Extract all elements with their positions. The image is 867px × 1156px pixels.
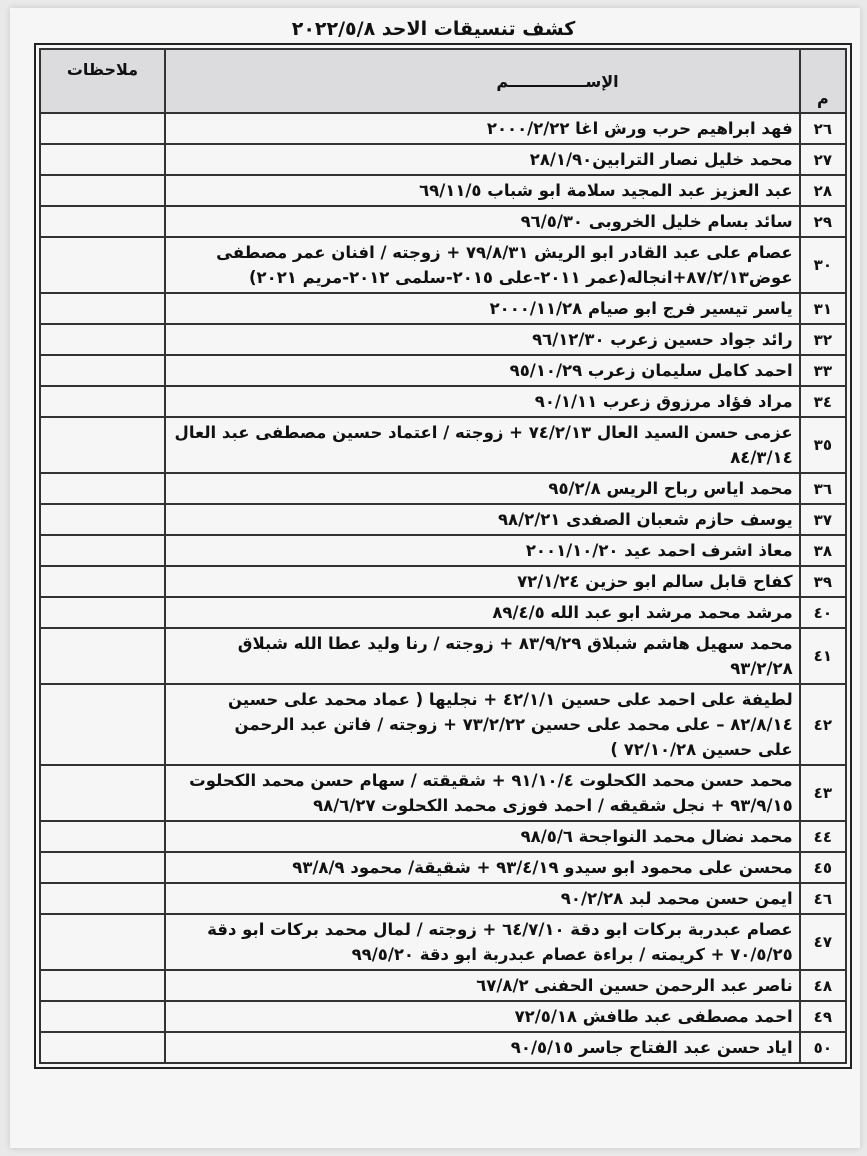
row-notes-cell [40, 914, 165, 970]
row-name-cell [165, 914, 800, 970]
row-notes-cell [40, 206, 165, 237]
table-row [40, 535, 846, 566]
row-number: ٣٤ [800, 386, 846, 417]
row-number: ٣٦ [800, 473, 846, 504]
row-notes-cell [40, 970, 165, 1001]
name-line: ٨٤/٣/١٤ [730, 448, 793, 467]
name-line: محمد حسن محمد الكحلوت ٩١/١٠/٤ + شقيقته / سهام حسن محمد الكحلوت [189, 771, 793, 790]
table-row [40, 1001, 846, 1032]
name-line: يوسف حازم شعبان الصفدى ٩٨/٢/٢١ [497, 510, 793, 529]
name-line: محسن على محمود ابو سيدو ٩٣/٤/١٩ + شقيقة/ محمود ٩٣/٨/٩ [292, 858, 793, 877]
name-line: عبد العزيز عبد المجيد سلامة ابو شباب ٦٩/١١/٥ [419, 181, 793, 200]
row-number: ٤٧ [800, 914, 846, 970]
row-notes-cell [40, 293, 165, 324]
table-row [40, 765, 846, 821]
table-row [40, 597, 846, 628]
table-row [40, 324, 846, 355]
row-name-cell [165, 970, 800, 1001]
row-name-cell [165, 206, 800, 237]
row-name-cell [165, 237, 800, 293]
header-notes: ملاحظات [40, 49, 165, 113]
row-notes-cell [40, 1001, 165, 1032]
name-line: ٧٠/٥/٢٥ + كريمته / براءة عصام عبدربة ابو دقة ٩٩/٥/٢٠ [351, 945, 793, 964]
row-name-cell [165, 113, 800, 144]
row-name-cell [165, 417, 800, 473]
row-number: ٣١ [800, 293, 846, 324]
table-row [40, 566, 846, 597]
row-notes-cell [40, 535, 165, 566]
row-name-cell [165, 144, 800, 175]
name-line: مرشد محمد مرشد ابو عبد الله ٨٩/٤/٥ [492, 603, 793, 622]
row-number: ٤٤ [800, 821, 846, 852]
table-row [40, 417, 846, 473]
row-notes-cell [40, 237, 165, 293]
row-notes-cell [40, 1032, 165, 1063]
table-row [40, 113, 846, 144]
row-name-cell [165, 1032, 800, 1063]
row-number: ٣٨ [800, 535, 846, 566]
row-name-cell [165, 821, 800, 852]
table-header-row [40, 49, 846, 113]
row-name-cell [165, 473, 800, 504]
row-notes-cell [40, 684, 165, 765]
table-body [40, 113, 846, 1063]
table-row [40, 852, 846, 883]
row-name-cell [165, 765, 800, 821]
row-name-cell [165, 386, 800, 417]
row-notes-cell [40, 417, 165, 473]
name-line: معاذ اشرف احمد عيد ٢٠٠١/١٠/٢٠ [525, 541, 793, 560]
row-number: ٢٩ [800, 206, 846, 237]
row-name-cell [165, 684, 800, 765]
name-line: ٩٣/٩/١٥ + نجل شقيقه / احمد فوزى محمد الكحلوت ٩٨/٦/٢٧ [313, 796, 793, 815]
table-row [40, 355, 846, 386]
table-row [40, 821, 846, 852]
name-line: لطيفة على احمد على حسين ٤٢/١/١ + نجليها ( عماد محمد على حسين [228, 690, 793, 709]
row-number: ٤٦ [800, 883, 846, 914]
table-row [40, 175, 846, 206]
table-row [40, 504, 846, 535]
row-name-cell [165, 293, 800, 324]
name-line: ياسر تيسير فرج ابو صيام ٢٠٠٠/١١/٢٨ [489, 299, 793, 318]
row-number: ٣٥ [800, 417, 846, 473]
row-number: ٤٩ [800, 1001, 846, 1032]
row-number: ٤٢ [800, 684, 846, 765]
table-row [40, 473, 846, 504]
row-notes-cell [40, 883, 165, 914]
row-number: ٣٢ [800, 324, 846, 355]
table-row [40, 237, 846, 293]
table-row [40, 883, 846, 914]
name-line: عصام على عبد القادر ابو الريش ٧٩/٨/٣١ + زوجته / افنان عمر مصطفى [216, 243, 793, 262]
row-number: ٤٠ [800, 597, 846, 628]
table-row [40, 293, 846, 324]
name-line: عوض٨٧/٢/١٣+انجاله(عمر ٢٠١١-على ٢٠١٥-سلمى ٢٠١٢-مريم ٢٠٢١) [249, 268, 793, 287]
name-line: فهد ابراهيم حرب ورش اغا ٢٠٠٠/٢/٢٢ [486, 119, 793, 138]
row-number: ٥٠ [800, 1032, 846, 1063]
row-notes-cell [40, 144, 165, 175]
name-line: على حسين ٧٢/١٠/٢٨ ) [610, 740, 793, 759]
row-number: ٣٧ [800, 504, 846, 535]
header-number: م [800, 49, 846, 113]
row-name-cell [165, 355, 800, 386]
name-line: مراد فؤاد مرزوق زعرب ٩٠/١/١١ [534, 392, 793, 411]
row-name-cell [165, 597, 800, 628]
row-name-cell [165, 883, 800, 914]
row-name-cell [165, 852, 800, 883]
row-name-cell [165, 175, 800, 206]
row-number: ٤١ [800, 628, 846, 684]
row-notes-cell [40, 852, 165, 883]
row-number: ٤٨ [800, 970, 846, 1001]
row-number: ٤٣ [800, 765, 846, 821]
row-notes-cell [40, 821, 165, 852]
table-row [40, 206, 846, 237]
names-table [39, 48, 847, 1064]
row-notes-cell [40, 473, 165, 504]
table-row [40, 144, 846, 175]
row-notes-cell [40, 597, 165, 628]
row-number: ٣٩ [800, 566, 846, 597]
row-notes-cell [40, 504, 165, 535]
row-number: ٢٧ [800, 144, 846, 175]
row-name-cell [165, 504, 800, 535]
name-line: احمد كامل سليمان زعرب ٩٥/١٠/٢٩ [509, 361, 793, 380]
row-notes-cell [40, 566, 165, 597]
row-number: ٣٣ [800, 355, 846, 386]
row-name-cell [165, 535, 800, 566]
table-row [40, 914, 846, 970]
row-name-cell [165, 628, 800, 684]
row-number: ٤٥ [800, 852, 846, 883]
name-line: محمد نضال محمد النواجحة ٩٨/٥/٦ [520, 827, 793, 846]
table-row [40, 684, 846, 765]
row-name-cell [165, 324, 800, 355]
row-name-cell [165, 1001, 800, 1032]
name-line: ٩٣/٢/٢٨ [730, 659, 793, 678]
name-line: ٨٢/٨/١٤ – على محمد على حسين ٧٣/٢/٢٢ + زوجته / فاتن عبد الرحمن [234, 715, 793, 734]
row-notes-cell [40, 628, 165, 684]
row-number: ٢٦ [800, 113, 846, 144]
row-notes-cell [40, 355, 165, 386]
row-number: ٢٨ [800, 175, 846, 206]
name-line: ايمن حسن محمد لبد ٩٠/٢/٢٨ [560, 889, 793, 908]
name-line: ناصر عبد الرحمن حسين الحفنى ٦٧/٨/٢ [476, 976, 793, 995]
name-line: كفاح قابل سالم ابو حزين ٧٢/١/٢٤ [517, 572, 793, 591]
document-title: كشف تنسيقات الاحد ٢٠٢٢/٥/٨ [291, 18, 576, 40]
row-notes-cell [40, 386, 165, 417]
name-line: اياد حسن عبد الفتاح جاسر ٩٠/٥/١٥ [510, 1038, 793, 1057]
name-line: محمد اياس رباح الريس ٩٥/٢/٨ [548, 479, 793, 498]
row-notes-cell [40, 324, 165, 355]
row-notes-cell [40, 113, 165, 144]
row-notes-cell [40, 765, 165, 821]
name-line: احمد مصطفى عبد طافش ٧٢/٥/١٨ [514, 1007, 793, 1026]
table-row [40, 970, 846, 1001]
name-line: سائد بسام خليل الخروبى ٩٦/٥/٣٠ [520, 212, 793, 231]
table-row [40, 1032, 846, 1063]
table-row [40, 628, 846, 684]
row-number: ٣٠ [800, 237, 846, 293]
name-line: عصام عبدربة بركات ابو دقة ٦٤/٧/١٠ + زوجته / لمال محمد بركات ابو دقة [207, 920, 793, 939]
name-line: محمد سهيل هاشم شبلاق ٨٣/٩/٢٩ + زوجته / رنا وليد عطا الله شبلاق [237, 634, 793, 653]
table-frame [34, 43, 852, 1069]
row-notes-cell [40, 175, 165, 206]
name-line: رائد جواد حسين زعرب ٩٦/١٢/٣٠ [532, 330, 793, 349]
name-line: محمد خليل نصار الترابين٢٨/١/٩٠ [529, 150, 793, 169]
row-name-cell [165, 566, 800, 597]
header-name: الإســــــــــــــم [165, 49, 800, 113]
name-line: عزمى حسن السيد العال ٧٤/٢/١٣ + زوجته / اعتماد حسين مصطفى عبد العال [174, 423, 793, 442]
table-row [40, 386, 846, 417]
